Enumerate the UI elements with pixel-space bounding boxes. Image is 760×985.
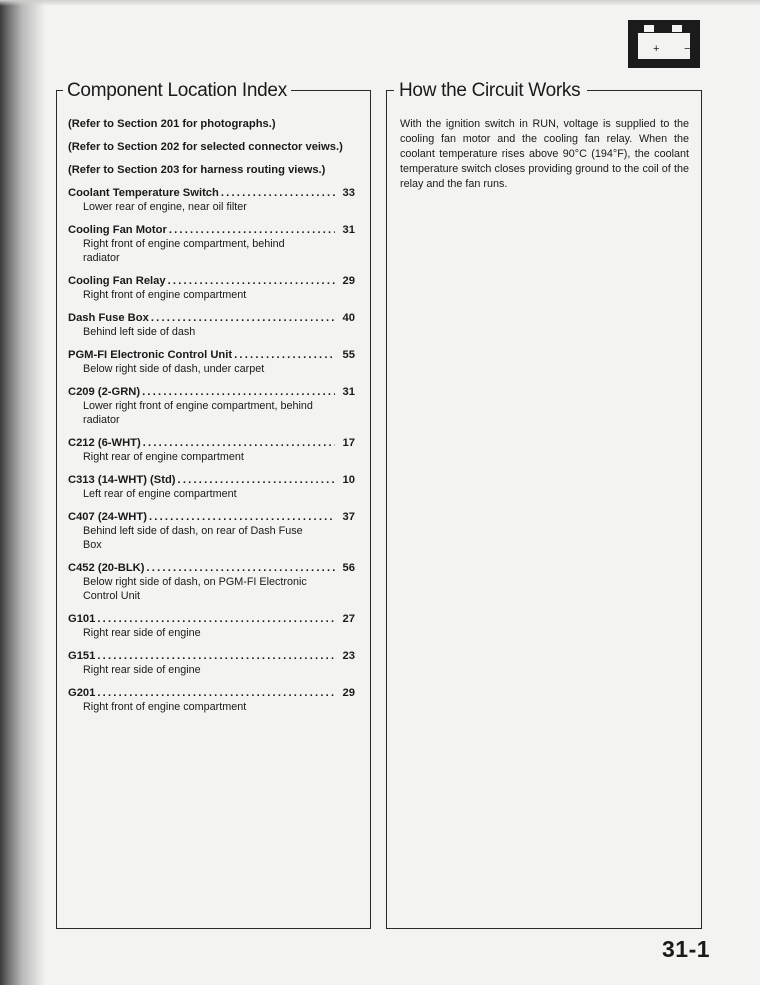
component-name: C209 (2-GRN) [68, 386, 141, 398]
battery-plus-sign: + [653, 43, 660, 55]
dot-leader [178, 473, 335, 487]
component-location-desc: Left rear of engine compartment [83, 488, 237, 500]
component-page-ref: 56 [342, 562, 355, 574]
component-location-desc: Below right side of dash, on PGM-FI Electronic Control Unit [83, 576, 307, 602]
component-entry [68, 436, 355, 464]
component-name: C212 (6-WHT) [68, 437, 141, 449]
component-location-desc: Below right side of dash, under carpet [83, 363, 265, 375]
circuit-description: With the ignition switch in RUN, voltage is supplied to the cooling fan motor and the cooling fan relay. When the coolant temperature rises above 90°C (194°F), the coolant temperature switch closes providing ground to the coil of the relay and the fan runs. [400, 118, 689, 190]
component-name: G151 [68, 650, 96, 662]
battery-icon [628, 20, 700, 68]
battery-terminal-negative [672, 25, 682, 32]
component-location-desc: Right rear side of engine [83, 627, 201, 639]
dot-leader [149, 510, 335, 524]
component-name: C452 (20-BLK) [68, 562, 145, 574]
reference-note: (Refer to Section 203 for harness routing views.) [68, 164, 326, 176]
page-top-edge [0, 0, 760, 6]
component-entry [68, 186, 355, 214]
component-location-index-box [56, 80, 371, 929]
component-name: G201 [68, 687, 96, 699]
component-location-desc: Lower rear of engine, near oil filter [83, 201, 247, 213]
dot-leader [169, 223, 335, 237]
dot-leader [146, 561, 335, 575]
how-circuit-works-title: How the Circuit Works [395, 81, 584, 101]
battery-terminal-positive [644, 25, 654, 32]
component-page-ref: 29 [342, 275, 355, 287]
battery-minus-sign: − [684, 43, 691, 55]
component-entry [68, 561, 355, 603]
dot-leader [234, 348, 335, 362]
component-entry [68, 385, 355, 427]
component-location-desc: Behind left side of dash [83, 326, 196, 338]
component-page-ref: 27 [342, 613, 355, 625]
component-name: PGM-FI Electronic Control Unit [68, 349, 233, 361]
component-name: Cooling Fan Relay [68, 275, 166, 287]
component-entry [68, 274, 355, 302]
dot-leader [143, 436, 335, 450]
component-location-desc: Lower right front of engine compartment, behind radiator [83, 400, 313, 426]
component-name: Dash Fuse Box [68, 312, 149, 324]
component-entries [68, 186, 355, 714]
component-page-ref: 37 [342, 511, 355, 523]
component-entry [68, 473, 355, 501]
reference-note: (Refer to Section 202 for selected connector veiws.) [68, 141, 343, 153]
component-location-index-title: Component Location Index [63, 81, 291, 101]
component-page-ref: 23 [342, 650, 355, 662]
dot-leader [221, 186, 335, 200]
component-name: Coolant Temperature Switch [68, 187, 219, 199]
component-location-desc: Right front of engine compartment, behind radiator [83, 238, 285, 264]
component-location-desc: Right rear side of engine [83, 664, 201, 676]
component-location-desc: Right front of engine compartment [83, 701, 247, 713]
component-page-ref: 31 [342, 224, 355, 236]
reference-notes [68, 117, 355, 177]
component-page-ref: 29 [342, 687, 355, 699]
component-entry [68, 612, 355, 640]
battery-body [637, 32, 691, 60]
component-page-ref: 17 [342, 437, 355, 449]
component-page-ref: 31 [342, 386, 355, 398]
dot-leader [168, 274, 335, 288]
component-location-desc: Behind left side of dash, on rear of Dash Fuse Box [83, 525, 303, 551]
dot-leader [142, 385, 335, 399]
component-entry [68, 649, 355, 677]
component-entry [68, 348, 355, 376]
component-name: C407 (24-WHT) [68, 511, 147, 523]
component-name: Cooling Fan Motor [68, 224, 167, 236]
component-entry [68, 510, 355, 552]
dot-leader [97, 649, 335, 663]
component-page-ref: 33 [342, 187, 355, 199]
component-page-ref: 10 [342, 474, 355, 486]
how-circuit-works-box [386, 80, 702, 929]
component-name: G101 [68, 613, 96, 625]
dot-leader [97, 686, 335, 700]
dot-leader [151, 311, 335, 325]
dot-leader [97, 612, 335, 626]
page-number: 31-1 [662, 936, 711, 962]
component-entry [68, 311, 355, 339]
component-location-desc: Right front of engine compartment [83, 289, 247, 301]
component-location-desc: Right rear of engine compartment [83, 451, 244, 463]
component-entry [68, 223, 355, 265]
reference-note: (Refer to Section 201 for photographs.) [68, 118, 276, 130]
component-location-list [68, 117, 355, 714]
component-page-ref: 55 [342, 349, 355, 361]
component-page-ref: 40 [342, 312, 355, 324]
page-binding-shadow [0, 0, 46, 985]
component-name: C313 (14-WHT) (Std) [68, 474, 176, 486]
component-entry [68, 686, 355, 714]
